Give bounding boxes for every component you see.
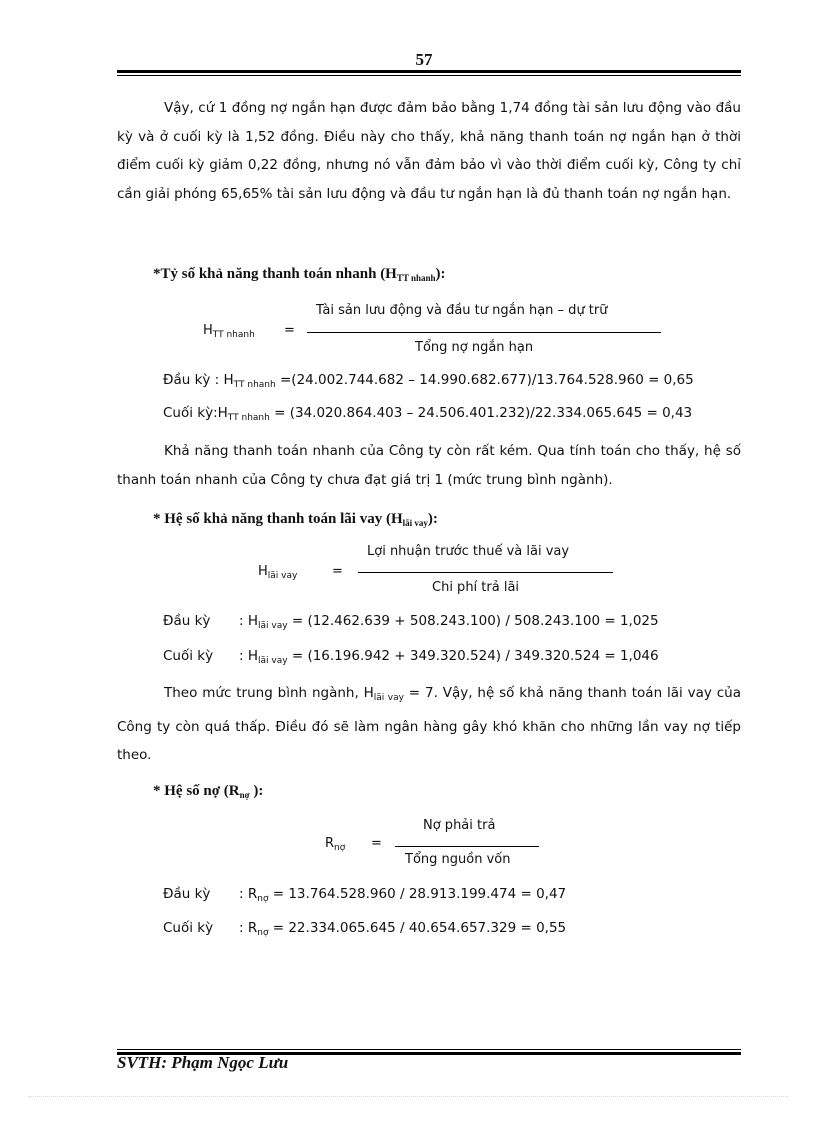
formula-numerator: Lợi nhuận trước thuế và lãi vay xyxy=(367,544,570,559)
interest-coverage-begin: Đầu kỳ xyxy=(163,613,211,629)
interest-coverage-end: Cuối kỳ xyxy=(163,648,214,664)
paragraph-interest-coverage-conclusion: Theo mức trung bình ngành, $H_{lãi vay} = 7$. Vậy, hệ số khả năng thanh toán lãi vay của Công ty còn quá thấp. Điều đó sẽ làm ngân hàng gây khó khăn cho những lần vay nợ tiếp theo. xyxy=(117,685,742,763)
formula-equals: = xyxy=(371,836,382,851)
header-rule-top xyxy=(117,70,741,73)
debt-ratio-end-expr: : $R_{nợ} = 22.334.065.645 / 40.654.657.329 = 0,55$ xyxy=(239,920,567,938)
fraction-bar xyxy=(307,332,661,333)
debt-ratio-begin: Đầu kỳ xyxy=(163,886,211,902)
header-rule-bottom xyxy=(117,75,741,76)
fraction-bar xyxy=(358,572,613,573)
quick-ratio-end: Cuối $kỳ:H_{TT nhanh} = (34.020.864.403 - 24.506.401.232)/22.334.065.645 = 0,43$ xyxy=(163,405,693,423)
interest-coverage-begin-expr: : $H_{lãi vay} = (12.462.639 + 508.243.100) / 508.243.100 = 1,025$ xyxy=(239,613,659,631)
page-number: 57 xyxy=(415,50,433,69)
formula-symbol: $R_{nợ}$ xyxy=(325,836,346,853)
page-edge-dotted-line xyxy=(28,1096,788,1097)
formula-numerator: Tài sản lưu động và đầu tư ngắn hạn – dự trữ xyxy=(316,303,608,318)
paragraph-current-ratio-conclusion: Vậy, cứ 1 đồng nợ ngắn hạn được đảm bảo bằng 1,74 đồng tài sản lưu động vào đầu kỳ và ở cuối kỳ là 1,52 đồng. Điều này cho thấy, khả năng thanh toán nợ ngắn hạn ở thời điểm cuối kỳ giảm 0,22 đồng, nhưng nó vẫn đảm bảo vì vào thời điểm cuối kỳ, Công ty chỉ cần giải phóng 65,65% tài sản lưu động và đầu tư ngắn hạn là đủ thanh toán nợ ngắn hạn. xyxy=(117,100,741,202)
formula-equals: = xyxy=(332,564,343,579)
footer-author: SVTH: Phạm Ngọc Lưu xyxy=(117,1053,289,1072)
formula-symbol: $H_{TT nhanh}$ xyxy=(203,323,255,340)
formula-denominator: Tổng nợ ngắn hạn xyxy=(415,340,534,355)
formula-numerator: Nợ phải trả xyxy=(423,818,496,833)
footer-rule-top xyxy=(117,1049,741,1050)
quick-ratio-begin: Đầu kỳ : $H_{TT nhanh} =(24.002.744.682 - 14.990.682.677)/13.764.528.960 = 0,65$ xyxy=(163,372,694,390)
fraction-bar xyxy=(395,846,539,847)
heading-quick-ratio: *Tỷ số khả năng thanh toán nhanh $(H_{TT nhanh})$: xyxy=(153,266,446,283)
heading-debt-ratio: * Hệ số nợ ($R_{nợ}$ ): xyxy=(153,783,264,800)
interest-coverage-end-expr: : $H_{lãi vay} = (16.196.942 + 349.320.524) / 349.320.524 = 1,046$ xyxy=(239,648,659,666)
debt-ratio-begin-expr: : $R_{nợ} = 13.764.528.960 / 28.913.199.474 = 0,47$ xyxy=(239,886,567,904)
formula-denominator: Tổng nguồn vốn xyxy=(405,852,511,867)
formula-equals: = xyxy=(284,323,295,338)
debt-ratio-end: Cuối kỳ xyxy=(163,920,214,936)
formula-denominator: Chi phí trả lãi xyxy=(432,580,520,595)
paragraph-quick-ratio-conclusion: Khả năng thanh toán nhanh của Công ty còn rất kém. Qua tính toán cho thấy, hệ số thanh toán nhanh của Công ty chưa đạt giá trị 1 (mức trung bình ngành). xyxy=(117,443,741,488)
formula-symbol: $H_{lãi vay}$ xyxy=(258,564,298,581)
heading-interest-coverage: * Hệ số khả năng thanh toán lãi vay $(H_{lãi vay})$: xyxy=(153,511,438,528)
